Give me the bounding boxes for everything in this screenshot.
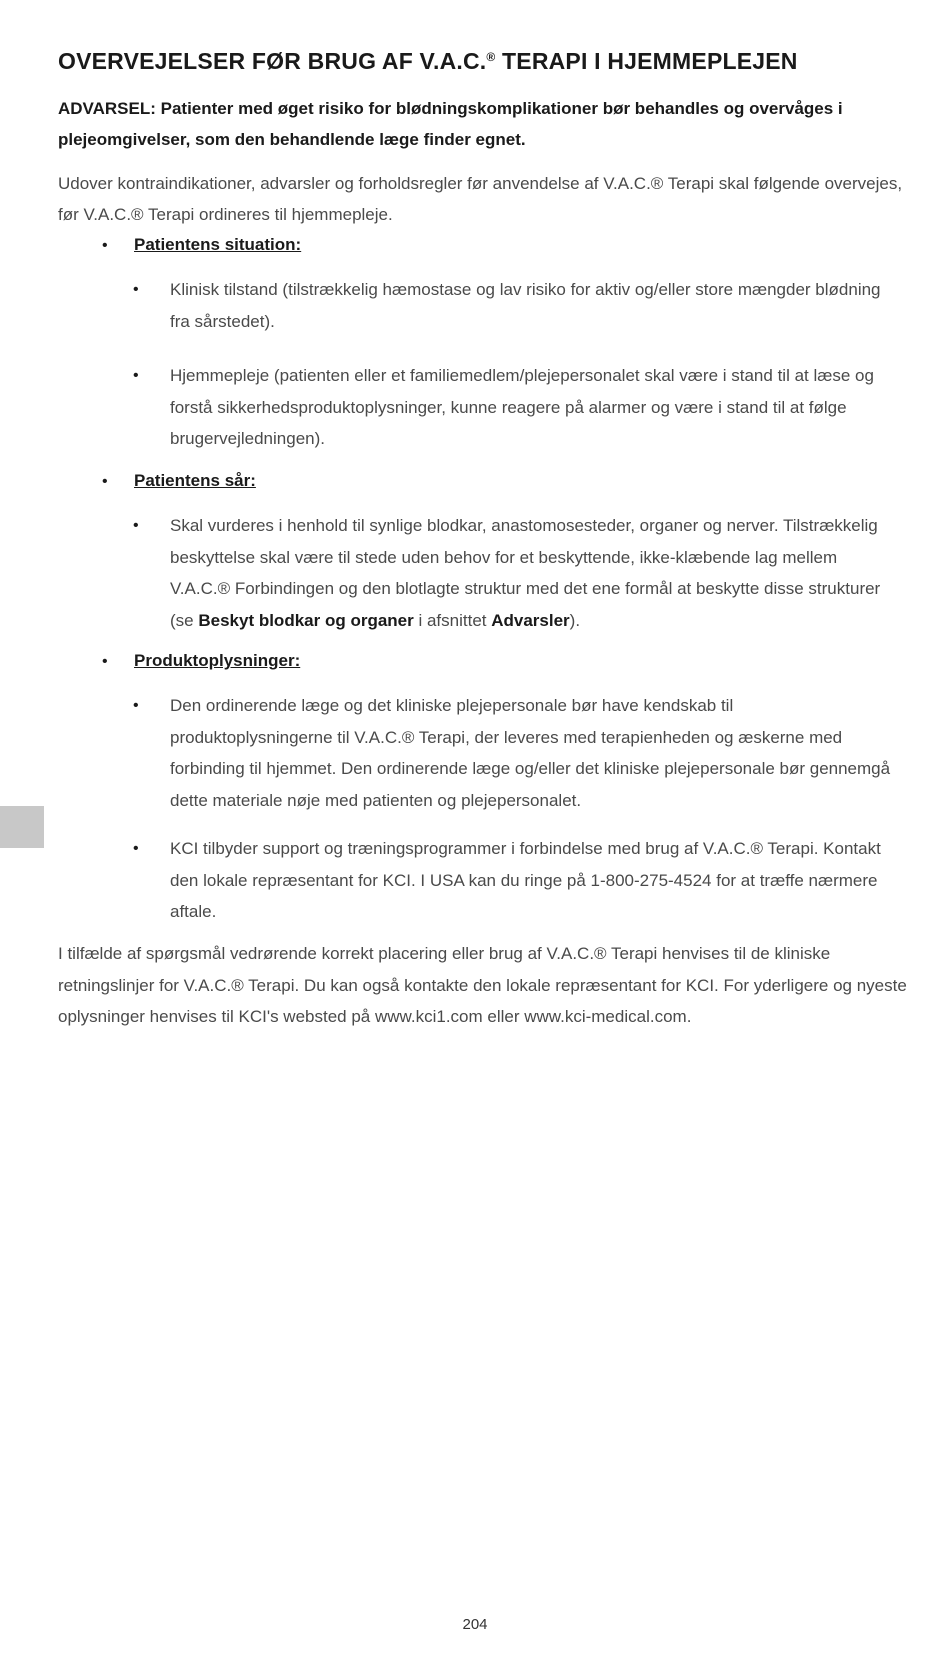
bullet-icon: • [133, 697, 139, 714]
heading-text: OVERVEJELSER FØR BRUG AF V.A.C. [58, 48, 487, 74]
item-bold-ref: Beskyt blodkar og organer [198, 610, 414, 630]
bullet-icon: • [133, 281, 139, 298]
section-tab-marker [0, 806, 44, 848]
bullet-icon: • [133, 840, 139, 857]
section-title-product: Produktoplysninger: [134, 651, 301, 670]
page-number: 204 [462, 1616, 488, 1633]
bullet-icon: • [133, 517, 139, 534]
heading-text-end: TERAPI I HJEMMEPLEJEN [495, 48, 798, 74]
bullet-icon: • [133, 367, 139, 384]
warning-text: ADVARSEL: Patienter med øget risiko for blødningskomplikationer bør behandles og overvåges i plejeomgivelser, som den behandlende læge finder egnet. [58, 99, 843, 149]
section-title-wound: Patientens sår: [134, 471, 256, 490]
list-item: KCI tilbyder support og træningsprogrammer i forbindelse med brug af V.A.C.® Terapi. Kontakt den lokale repræsentant for KCI. I USA kan du ringe på 1-800-275-4524 for at træffe nærmere aftale. [170, 839, 881, 921]
bullet-icon: • [102, 237, 108, 254]
list-item [170, 510, 895, 636]
bullet-icon: • [102, 473, 108, 490]
section-title-situation: Patientens situation: [134, 235, 302, 254]
list-item: Hjemmepleje (patienten eller et familiemedlem/plejepersonalet skal være i stand til at læse og forstå sikkerhedsproduktoplysninger, kunne reagere på alarmer og være i stand til at følge brugervejledningen). [170, 366, 874, 448]
section-heading [58, 48, 798, 75]
list-item: Den ordinerende læge og det kliniske plejepersonale bør have kendskab til produktoplysningerne til V.A.C.® Terapi, der leveres med terapienheden og æskerne med forbinding til hjemmet. Den ordinerende læge og/eller det kliniske plejepersonale bør gennemgå dette materiale nøje med patienten og plejepersonalet. [170, 696, 891, 810]
item-text: i afsnittet [413, 610, 492, 630]
closing-paragraph: I tilfælde af spørgsmål vedrørende korrekt placering eller brug af V.A.C.® Terapi henvises til de kliniske retningslinjer for V.A.C.® Terapi. Du kan også kontakte den lokale repræsentant for KCI. For yderligere og nyeste oplysninger henvises til KCI's websted på www.kci1.com eller www.kci-medical.com. [58, 944, 907, 1026]
bullet-icon: • [102, 653, 108, 670]
item-bold-ref: Advarsler [491, 610, 570, 630]
registered-mark: ® [486, 50, 496, 64]
intro-paragraph: Udover kontraindikationer, advarsler og forholdsregler før anvendelse af V.A.C.® Terapi skal følgende overvejes, før V.A.C.® Terapi ordineres til hjemmepleje. [58, 174, 903, 224]
item-text: Skal vurderes i henhold til synlige blodkar, anastomosesteder, organer og nerver. Tilstrækkelig beskyttelse skal være til stede uden behov for et beskyttende, ikke-klæbende lag mellem V.A.C.® Forbindingen og den blotlagte struktur med det ene formål at beskytte disse strukturer (se [170, 516, 881, 630]
list-item: Klinisk tilstand (tilstrækkelig hæmostase og lav risiko for aktiv og/eller store mængder blødning fra sårstedet). [170, 280, 881, 331]
item-text: ). [569, 610, 581, 630]
